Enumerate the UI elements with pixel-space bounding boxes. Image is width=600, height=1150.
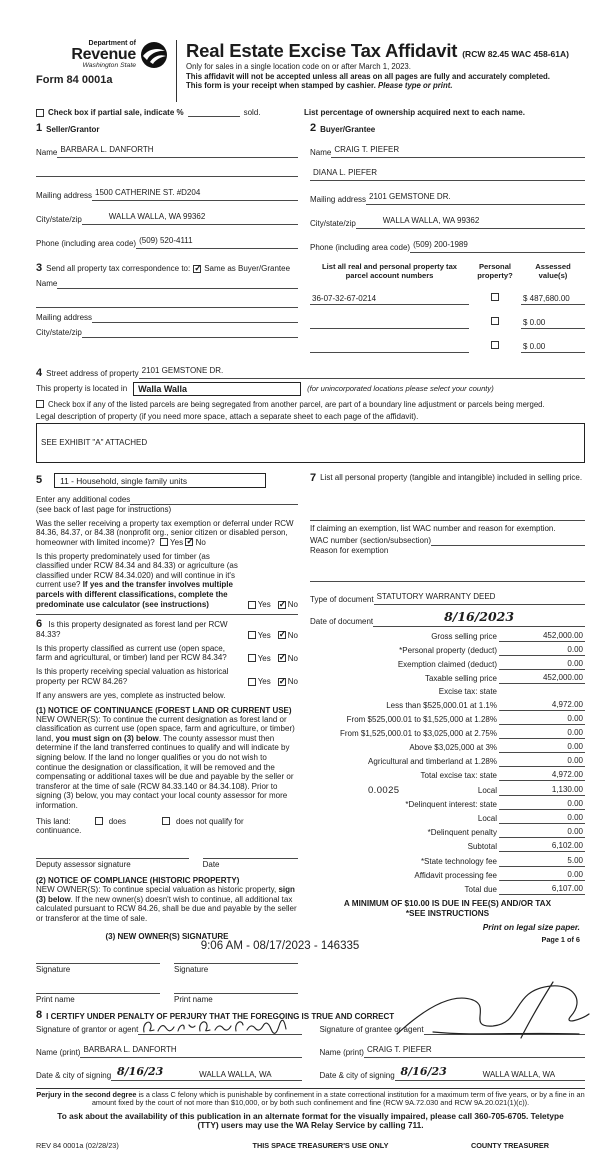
parcel-numbers-header: List all real and personal property tax parcel account numbers: [321, 262, 458, 280]
alternate-format-notice: To ask about the availability of this publication in an alternate format for the visually impaired, please call 360-705-6705. Teletype (TTY) users may use the WA Relay Service by calling 711.: [57, 1110, 564, 1131]
current-use-yesno: Yes ✓ No: [243, 654, 298, 663]
excise-tax-state-header: Excise tax: state: [438, 687, 497, 697]
tier2-tax-value[interactable]: 0.00: [499, 714, 585, 725]
land-does-not-checkbox[interactable]: [162, 817, 170, 825]
grantee-signature-label: Signature of grantee or agent: [319, 1024, 424, 1034]
dept-of-label: Department of: [88, 40, 136, 47]
check-icon: ✓: [186, 535, 194, 546]
grantee-signature-block: [320, 1025, 586, 1081]
document-info: [310, 586, 585, 627]
partial-sale-row: [36, 108, 585, 117]
section-2-buyer: [310, 123, 585, 253]
tax-computation: Gross selling price 452,000.00 *Personal property (deduct) 0.00 Exemption claimed (deduct) 0.00 Taxable selling price 452,000.00 Excise tax: state Less than $525,000.01 at 1.1% 4,972.00 From $525,000.01 to $1,525,000 at 1.28% 0.00 From $1,525,000.01 to $3,025,000 at 2.75% 0.00 Above $3,025,000 at 3% 0.00 Agricultural and timberland at 1.28% 0.00 Total excise tax: state 4,972.00 0.0025 Local 1,130.00 *Delinquent interest: state 0.00 Local 0.00 *Delinquent penalty 0.00 Subtotal 6,102.00 *State technology fee 5.00 Affidavit processing fee 0.00 Total due 6,107.00 A MINIMUM OF $10.00 IS DUE IN FEE(S) AND/OR TAX *SEE INSTRUCTIONS: [310, 631, 585, 919]
header-note-1: Only for sales in a single location code on or after March 1, 2023.: [186, 62, 411, 71]
current-use-yes-checkbox[interactable]: [248, 654, 256, 662]
current-use-no-checkbox[interactable]: [278, 654, 286, 662]
historic-yes-checkbox[interactable]: [248, 678, 256, 686]
revenue-label: Revenue: [71, 46, 136, 63]
section-7-personal-property: [310, 473, 585, 582]
exemption-yes-checkbox[interactable]: [160, 538, 168, 546]
section-3-correspondence: [36, 263, 298, 353]
page-number: Page 1 of 6: [541, 935, 580, 944]
state-technology-fee-value[interactable]: 5.00: [499, 856, 585, 867]
seller-grantor-title: Seller/Grantor: [46, 125, 100, 134]
new-owner-signature-line-2[interactable]: [174, 954, 298, 964]
historic-question: Is this property receiving special valuation as historical property per RCW 84.26?: [36, 666, 229, 686]
see-back-note: (see back of last page for instructions): [36, 505, 172, 515]
located-in-label: This property is located in: [36, 383, 128, 393]
assessed-value-header: Assessed value(s): [535, 262, 571, 280]
type-of-document-label: Type of document: [310, 595, 374, 605]
grantor-city-input[interactable]: WALLA WALLA, WA: [169, 1070, 301, 1081]
grantor-print-label: Name (print): [36, 1047, 81, 1057]
wac-number-label: WAC number (section/subsection): [310, 535, 432, 545]
buyer-grantee-title: Buyer/Grantee: [320, 125, 376, 134]
this-land-label: This land:: [36, 816, 71, 826]
minimum-due-note: A MINIMUM OF $10.00 IS DUE IN FEE(S) AND/OR TAX: [343, 898, 552, 908]
form-title: Real Estate Excise Tax Affidavit: [186, 40, 458, 61]
timber-no-checkbox[interactable]: [278, 598, 287, 609]
corr-name-label: Name: [36, 279, 58, 288]
delinquent-interest-local-value[interactable]: 0.00: [499, 813, 585, 824]
legal-description-label: Legal description of property (if you need more space, attach a separate sheet to each page of the affidavit).: [36, 411, 419, 421]
buyer-city-input[interactable]: WALLA WALLA, WA 99362: [356, 210, 585, 229]
street-address-label: Street address of property: [46, 368, 139, 378]
current-use-question: Is this property classified as current use (open space, farm and agricultural, or timber) land per RCW 84.34?: [36, 643, 227, 663]
section-4-number: 4: [36, 366, 43, 379]
seller-name2-input[interactable]: [36, 167, 298, 177]
header-note-2: This affidavit will not be accepted unless all areas on all pages are fully and accurately completed.: [186, 71, 550, 81]
personal-property-checkbox[interactable]: [491, 317, 499, 325]
grantor-signature-label: Signature of grantor or agent: [36, 1024, 139, 1034]
agricultural-tax-value[interactable]: 0.00: [499, 756, 585, 767]
new-owner-signature-title: (3) NEW OWNER(S) SIGNATURE: [105, 931, 229, 941]
form-header: [36, 40, 585, 102]
partial-sale-checkbox[interactable]: [36, 109, 44, 117]
grantee-city-input[interactable]: WALLA WALLA, WA: [453, 1070, 585, 1081]
section-1-number: 1: [36, 122, 43, 134]
form-number: Form 84 0001a: [36, 74, 113, 86]
treasurer-use-only-label: THIS SPACE TREASURER'S USE ONLY: [252, 1140, 389, 1150]
historic-yesno: Yes ✓ No: [243, 677, 298, 686]
new-owner-print-line-2[interactable]: [174, 984, 298, 994]
corr-city-input[interactable]: [82, 328, 298, 338]
notice-compliance-title: (2) NOTICE OF COMPLIANCE (HISTORIC PROPERTY): [36, 876, 240, 886]
reason-line[interactable]: [310, 581, 585, 582]
rev-number: REV 84 0001a (02/28/23): [36, 1140, 119, 1150]
type-of-document-input[interactable]: STATUTORY WARRANTY DEED: [374, 586, 585, 605]
deputy-date-line[interactable]: [203, 849, 298, 859]
exemption-claimed-value[interactable]: 0.00: [499, 659, 585, 670]
assessed-value-input[interactable]: $ 487,680.00: [521, 294, 585, 305]
grantor-signature-block: [36, 1025, 302, 1081]
seller-phone-label: Phone (including area code): [36, 239, 137, 248]
check-icon: ✓: [278, 675, 287, 686]
seller-mailing-label: Mailing address: [36, 191, 93, 200]
local-tax-value[interactable]: 1,130.00: [499, 785, 585, 796]
parcel-table: [310, 263, 585, 353]
corr-mailing-label: Mailing address: [36, 313, 93, 322]
print-name-label: Print name: [174, 994, 213, 1004]
section-4-property: [36, 360, 585, 464]
check-icon: ✓: [194, 262, 202, 273]
personal-property-checkbox[interactable]: [491, 293, 499, 301]
parcel-row: [310, 335, 585, 353]
assessed-value-input[interactable]: $ 0.00: [521, 342, 585, 353]
signature-label: Signature: [36, 964, 71, 974]
corr-name-input[interactable]: [57, 279, 298, 289]
local-rate-value: 0.0025: [368, 784, 400, 796]
additional-codes-label: Enter any additional codes: [36, 495, 131, 505]
notice-continuance-title: (1) NOTICE OF CONTINUANCE (FOREST LAND OR CURRENT USE): [36, 705, 292, 715]
same-as-buyer-checkbox[interactable]: [193, 262, 202, 273]
segregated-checkbox[interactable]: [36, 400, 44, 408]
timber-yesno: Yes ✓ No: [243, 600, 298, 609]
new-owner-signature-line-1[interactable]: [36, 954, 160, 964]
tier4-tax-value[interactable]: 0.00: [499, 742, 585, 753]
section-1-seller: [36, 123, 298, 253]
forest-yes-checkbox[interactable]: [248, 631, 256, 639]
partial-sale-label: Check box if partial sale, indicate %: [48, 108, 184, 117]
tier3-tax-value[interactable]: 0.00: [499, 728, 585, 739]
section-3-number: 3: [36, 262, 43, 274]
additional-codes-input[interactable]: [130, 495, 298, 505]
rev-row: [36, 1141, 585, 1150]
timber-yes-checkbox[interactable]: [248, 601, 256, 609]
parcel-row: [310, 311, 585, 329]
buyer-phone-label: Phone (including area code): [310, 243, 411, 252]
title-block: [176, 40, 585, 102]
personal-property-deduct-value[interactable]: 0.00: [499, 645, 585, 656]
grantee-print-input[interactable]: CRAIG T. PIEFER: [364, 1039, 585, 1058]
print-name-label: Print name: [36, 994, 75, 1004]
seller-name-input[interactable]: BARBARA L. DANFORTH: [57, 139, 298, 158]
parcel-number-input[interactable]: 36-07-32-67-0214: [310, 294, 469, 305]
buyer-phone-input[interactable]: (509) 200-1989: [410, 234, 585, 253]
check-icon: ✓: [278, 629, 287, 640]
parcel-row: [310, 287, 585, 305]
print-legal-size-note: Print on legal size paper.: [482, 922, 580, 932]
same-as-buyer-label: Same as Buyer/Grantee: [204, 263, 291, 273]
agency-block: [36, 40, 168, 86]
timber-question: Is this property predominately used for timber (as classified under RCW 84.34 and 84.33) or agriculture (as classified under RCW 84.34.020) and will continue in it's current use? If yes and the transfer involves multiple parcels with different classifications, complete the predominate use calculator (see instructions): [36, 551, 238, 609]
receipt-timestamp: 9:06 AM - 08/17/2023 - 146335: [200, 940, 360, 952]
correspondence-intro: Send all property tax correspondence to:: [46, 263, 191, 273]
continuance-label: continuance.: [36, 825, 82, 835]
section-5-number: 5: [36, 474, 43, 487]
exemption-no-checkbox[interactable]: [185, 535, 194, 546]
land-use-code-select[interactable]: 11 - Household, single family units: [54, 473, 266, 488]
notice-continuance-body: NEW OWNER(S): To continue the current designation as forest land or classification as current use (open space, farm and agriculture, or timber) land, you must sign on (3) below. The county assessor must then determine if the land transferred continues to qualify and will indicate by signing below. If the land no longer qualifies or you do not wish to continue the designation or classification, it will be removed and the compensating or additional taxes will be due and payable by the seller or transferor at the time of sale (RCW 84.33.140 or 84.34.108). Prior to signing (3) below, you may contact your local county assessor for more information.: [36, 714, 295, 811]
forest-no-checkbox[interactable]: [278, 631, 286, 639]
buyer-mailing-input[interactable]: 2101 GEMSTONE DR.: [366, 186, 585, 205]
total-due-value[interactable]: 6,107.00: [499, 884, 585, 895]
gross-selling-price-value[interactable]: 452,000.00: [499, 631, 585, 642]
section-6-number: 6: [36, 618, 43, 631]
exemption-question: Was the seller receiving a property tax exemption or deferral under RCW 84.36, 84.37, or 84.38 (nonprofit org., senior citizen or disabled person, homeowner with limited income)? Yes ✓ No: [36, 518, 294, 547]
personal-property-header: Personal property?: [477, 262, 513, 280]
forest-yesno: Yes ✓ No: [243, 631, 298, 640]
delinquent-interest-state-value[interactable]: 0.00: [499, 799, 585, 810]
revenue-swoosh-icon: [140, 41, 168, 69]
reason-for-exemption-label: Reason for exemption: [310, 545, 389, 555]
legal-description-box[interactable]: [36, 423, 585, 463]
personal-property-line[interactable]: [310, 520, 585, 521]
buyer-mailing-label: Mailing address: [310, 195, 367, 204]
header-note-3: This form is your receipt when stamped by cashier. Please type or print.: [186, 81, 453, 91]
corr-mailing-input[interactable]: [92, 313, 298, 323]
county-select[interactable]: Walla Walla: [133, 382, 301, 396]
section-5-use-code: [36, 473, 298, 609]
grantee-signature-input[interactable]: [424, 1025, 585, 1035]
signature-label: Signature: [174, 964, 209, 974]
grantor-signature-input[interactable]: [138, 1025, 301, 1035]
legal-description-value: SEE EXHIBIT "A" ATTACHED: [41, 438, 148, 448]
washington-state-label: Washington State: [82, 62, 136, 69]
type-or-print-note: Please type or print.: [377, 81, 453, 91]
deputy-date-label: Date: [202, 860, 220, 870]
check-icon: ✓: [278, 652, 287, 663]
assessed-value-input[interactable]: $ 0.00: [521, 318, 585, 329]
grantor-print-input[interactable]: BARBARA L. DANFORTH: [80, 1039, 301, 1058]
grantor-date-city-label: Date & city of signing: [36, 1070, 112, 1080]
does-not-label: does not qualify for: [176, 816, 244, 826]
section-8-number: 8: [36, 1008, 43, 1021]
grantee-date-input[interactable]: 8/16/23: [395, 1062, 453, 1081]
revenue-logo: [36, 40, 168, 69]
deputy-assessor-signature-label: Deputy assessor signature: [36, 860, 131, 870]
partial-sale-percent-input[interactable]: [188, 108, 240, 117]
does-label: does: [108, 816, 127, 826]
total-state-excise-value[interactable]: 4,972.00: [499, 770, 585, 781]
seller-name-label: Name: [36, 148, 58, 157]
notice-compliance-body: NEW OWNER(S): To continue special valuation as historic property, sign (3) below. If the new owner(s) doesn't wish to continue, all additional tax calculated pursuant to RCW 84.26, shall be due and payable by the seller or transferor at the time of sale.: [36, 885, 297, 923]
seller-city-label: City/state/zip: [36, 215, 82, 224]
section-7-number: 7: [310, 472, 317, 485]
ownership-percentage-note: List percentage of ownership acquired next to each name.: [304, 108, 525, 117]
street-address-input[interactable]: 2101 GEMSTONE DR.: [139, 360, 585, 379]
date-of-document-input[interactable]: [373, 608, 585, 627]
date-of-document-label: Date of document: [310, 617, 374, 627]
land-does-checkbox[interactable]: [95, 817, 103, 825]
personal-property-checkbox[interactable]: [491, 341, 499, 349]
perjury-notice: Perjury in the second degree is a class C felony which is punishable by confinement in a state correctional institution for a maximum term of five years, or by a fine in an amount fixed by the court of not more than $10,000, or by both such confinement and fine (RCW 9A.72.030 and RCW 9A.20.021(1)(c)).: [36, 1089, 585, 1108]
segregated-label: Check box if any of the listed parcels are being segregated from another parcel, are part of a boundary line adjustment or parcels being merged.: [48, 399, 545, 409]
buyer-name-label: Name: [310, 148, 332, 157]
handwritten-document-date: 8/16/2023: [444, 609, 515, 625]
historic-no-checkbox[interactable]: [278, 675, 287, 686]
taxable-selling-price-value[interactable]: 452,000.00: [499, 673, 585, 684]
wac-number-input[interactable]: [431, 536, 585, 546]
seller-phone-input[interactable]: (509) 520-4111: [136, 230, 298, 249]
buyer-name2-input[interactable]: DIANA L. PIEFER: [310, 162, 585, 181]
see-instructions-note: *SEE INSTRUCTIONS: [405, 908, 490, 918]
grantee-print-label: Name (print): [319, 1047, 364, 1057]
delinquent-penalty-value[interactable]: 0.00: [499, 827, 585, 838]
form-title-ref: (RCW 82.45 WAC 458-61A): [462, 49, 569, 59]
new-owner-print-line-1[interactable]: [36, 984, 160, 994]
personal-property-intro: List all personal property (tangible and intangible) included in selling price.: [320, 473, 583, 483]
tier1-tax-value[interactable]: 4,972.00: [499, 700, 585, 711]
corr-name2-input[interactable]: [36, 298, 298, 308]
forest-land-question: Is this property designated as forest land per RCW 84.33?: [36, 620, 228, 640]
parcel-number-input[interactable]: [310, 319, 469, 329]
unincorporated-note: (for unincorporated locations please select your county): [307, 384, 494, 394]
grantee-date-city-label: Date & city of signing: [319, 1070, 395, 1080]
seller-mailing-input[interactable]: 1500 CATHERINE ST. #D204: [92, 182, 298, 201]
buyer-city-label: City/state/zip: [310, 219, 356, 228]
corr-city-label: City/state/zip: [36, 328, 82, 337]
county-treasurer-label: COUNTY TREASURER: [470, 1140, 550, 1150]
subtotal-value[interactable]: 6,102.00: [499, 841, 585, 852]
deputy-assessor-signature-line[interactable]: [36, 849, 189, 859]
section-8-certification: [36, 1010, 585, 1081]
affidavit-processing-fee-value[interactable]: 0.00: [499, 870, 585, 881]
seller-city-input[interactable]: WALLA WALLA, WA 99362: [82, 206, 298, 225]
if-yes-note: If any answers are yes, complete as instructed below.: [36, 691, 226, 701]
section-divider: [36, 614, 298, 615]
check-icon: ✓: [278, 598, 287, 609]
certify-statement: I CERTIFY UNDER PENALTY OF PERJURY THAT THE FOREGOING IS TRUE AND CORRECT: [46, 1011, 395, 1021]
grantor-date-input[interactable]: 8/16/23: [111, 1062, 169, 1081]
section-2-number: 2: [310, 122, 317, 134]
sold-label: sold.: [243, 108, 261, 117]
claiming-exemption-note: If claiming an exemption, list WAC number and reason for exemption.: [310, 524, 556, 534]
buyer-name-input[interactable]: CRAIG T. PIEFER: [331, 139, 585, 158]
parcel-number-input[interactable]: [310, 343, 469, 353]
